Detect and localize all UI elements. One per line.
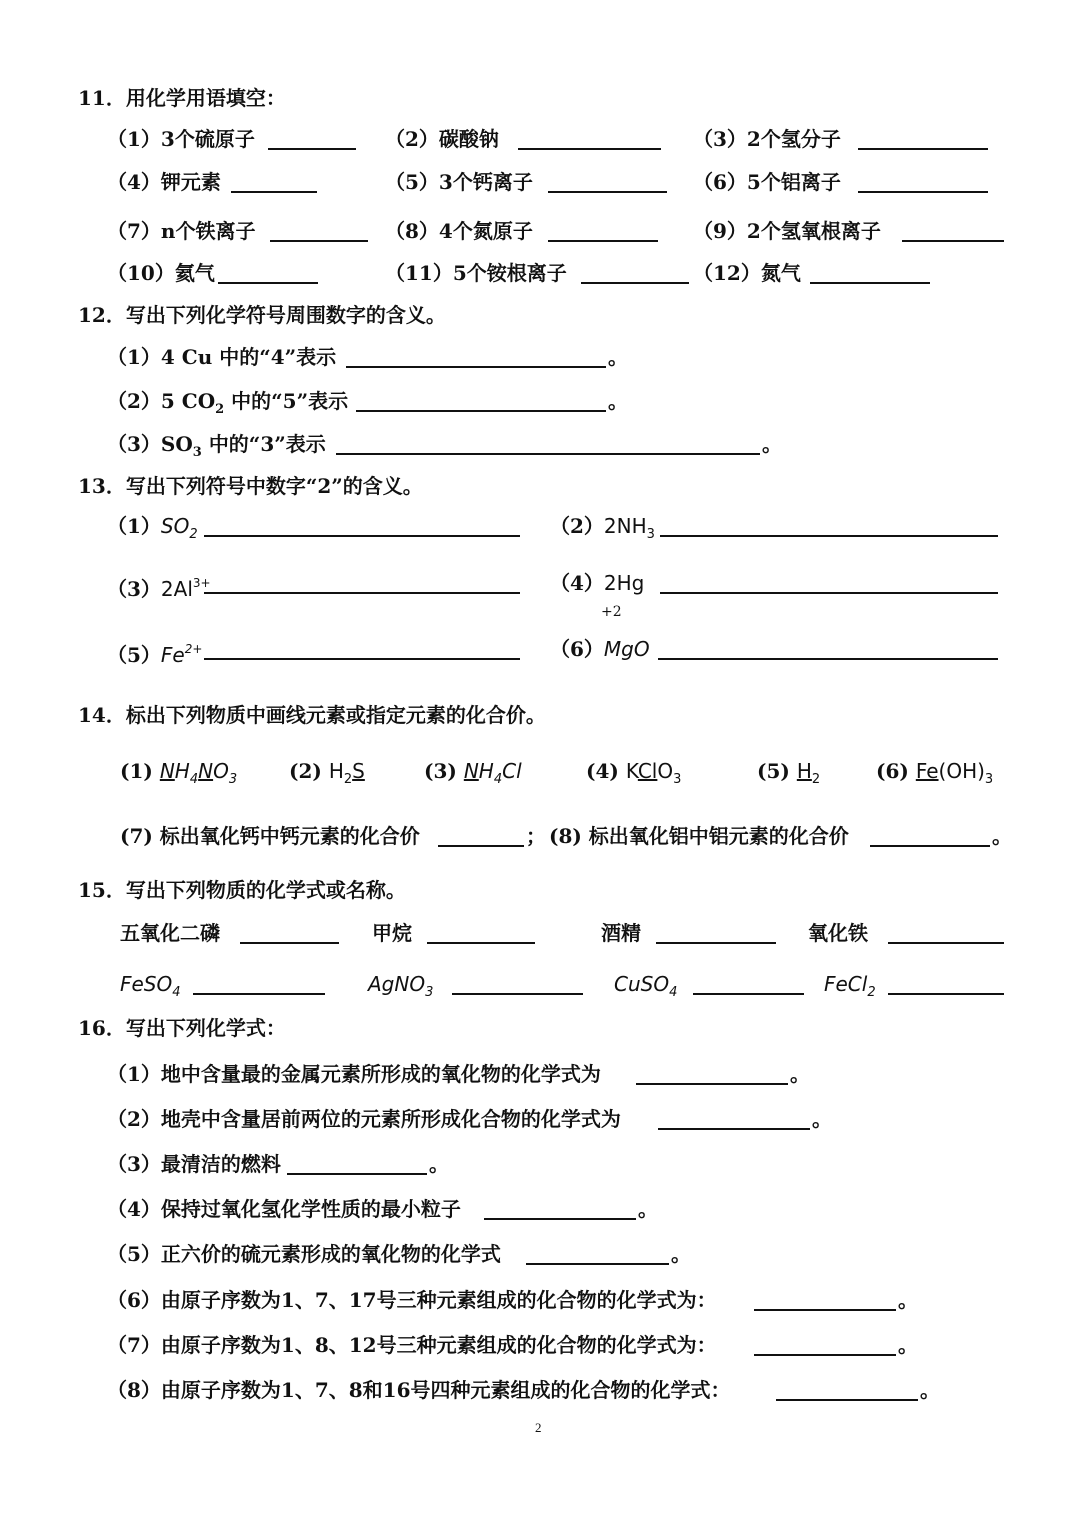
q11-answer-9[interactable] — [902, 240, 1004, 242]
q16-period-6: 。 — [898, 1288, 918, 1312]
q14-item-4-num: (4) — [586, 759, 619, 783]
q16-answer-1[interactable] — [636, 1083, 788, 1085]
q14-item-3 — [424, 759, 522, 792]
q14-answer-8[interactable] — [870, 845, 990, 847]
q14-item-2-sub1: 2 — [343, 772, 353, 787]
q15-formula-1-main: FeSO — [120, 972, 173, 996]
q13-item-5-sup: 2+ — [184, 642, 203, 656]
q16-answer-5[interactable] — [526, 1263, 669, 1265]
q13-item-5-num: （5） — [107, 643, 161, 667]
q14-item-1-sub2: 3 — [228, 772, 238, 787]
q14-item-1-el3: N — [198, 759, 214, 783]
q13-item-3 — [107, 571, 211, 601]
q12-item-1-formula: 4 Cu — [160, 345, 213, 369]
q12-period-3: 。 — [762, 432, 782, 456]
q14-item-2 — [289, 759, 365, 792]
q11-item-9: （9）2个氢氧根离子 — [693, 219, 881, 243]
q16-item-5: （5）正六价的硫元素形成的氧化物的化学式 — [107, 1242, 501, 1266]
q11-title: 11．用化学用语填空： — [78, 86, 286, 110]
q13-item-2-sub: 3 — [646, 527, 655, 542]
q15-answer-formula-4[interactable] — [888, 993, 1004, 995]
q11-answer-2[interactable] — [518, 148, 661, 150]
q16-period-8: 。 — [920, 1378, 940, 1402]
q14-item-6-el2: (OH) — [938, 759, 985, 783]
q11-item-10: （10）氦气 — [107, 261, 215, 285]
q14-item-1-el1: N — [159, 759, 175, 783]
q11-item-1: （1）3个硫原子 — [107, 127, 255, 151]
q15-answer-name-4[interactable] — [888, 942, 1004, 944]
q13-answer-4[interactable] — [660, 592, 998, 594]
q13-item-2 — [550, 514, 655, 547]
q16-item-2: （2）地壳中含量居前两位的元素所形成化合物的化学式为 — [107, 1107, 621, 1131]
q14-item-7: (7) 标出氧化钙中钙元素的化合价 — [120, 824, 420, 848]
q14-item-1-sub1: 4 — [189, 772, 199, 787]
q16-item-7: （7）由原子序数为1、8、12号三种元素组成的化合物的化学式为： — [107, 1333, 717, 1357]
q13-answer-6[interactable] — [658, 658, 998, 660]
q16-answer-8[interactable] — [776, 1399, 918, 1401]
q14-separator: ； — [526, 824, 546, 848]
q12-answer-3[interactable] — [336, 453, 760, 455]
q13-item-3-sup: 3+ — [192, 576, 211, 590]
q14-item-2-el1: H — [328, 759, 344, 783]
q12-period-2: 。 — [608, 389, 628, 413]
q14-item-6-el1: Fe — [915, 759, 939, 783]
q16-period-1: 。 — [790, 1062, 810, 1086]
q11-item-4: （4）钾元素 — [107, 170, 221, 194]
q13-item-5-formula: Fe — [160, 643, 185, 667]
q12-item-3 — [107, 432, 326, 465]
q15-formula-2 — [368, 972, 433, 1005]
q14-item-2-el2: S — [352, 759, 365, 783]
q12-title: 12．写出下列化学符号周围数字的含义。 — [78, 303, 446, 327]
q13-item-2-num: （2） — [550, 514, 604, 538]
q14-item-6 — [876, 759, 993, 792]
q13-item-1-formula: SO — [160, 514, 190, 538]
q13-item-3-formula: 2Al — [160, 577, 193, 601]
q11-item-11: （11）5个铵根离子 — [385, 261, 567, 285]
q11-answer-1[interactable] — [268, 148, 356, 150]
q16-period-4: 。 — [638, 1197, 658, 1221]
q15-formula-4 — [824, 972, 876, 1005]
q13-item-3-num: （3） — [107, 577, 161, 601]
q16-item-4: （4）保持过氧化氢化学性质的最小粒子 — [107, 1197, 461, 1221]
q15-answer-name-2[interactable] — [427, 942, 535, 944]
q11-item-5: （5）3个钙离子 — [385, 170, 533, 194]
q13-item-1-sub: 2 — [189, 527, 198, 542]
q14-item-5-el1: H — [796, 759, 812, 783]
q16-period-5: 。 — [671, 1242, 691, 1266]
q13-item-4-valence: +2 — [601, 604, 622, 620]
q15-formula-3-sub: 4 — [669, 985, 678, 1000]
q15-name-2: 甲烷 — [372, 921, 412, 945]
q11-item-12: （12）氮气 — [693, 261, 801, 285]
q11-answer-3[interactable] — [858, 148, 988, 150]
q11-answer-7[interactable] — [270, 240, 368, 242]
q11-item-3: （3）2个氢分子 — [693, 127, 841, 151]
q13-item-5 — [107, 637, 202, 667]
q14-item-4-el2: Cl — [637, 759, 658, 783]
q14-item-6-sub1: 3 — [984, 772, 994, 787]
q14-item-2-num: (2) — [289, 759, 322, 783]
q12-item-2-num: （2） — [107, 389, 161, 413]
q14-answer-7[interactable] — [438, 845, 524, 847]
q11-answer-11[interactable] — [581, 282, 689, 284]
q13-item-4-formula: 2Hg — [603, 571, 645, 595]
q12-answer-1[interactable] — [346, 366, 606, 368]
q16-item-3: （3）最清洁的燃料 — [107, 1152, 281, 1176]
q16-period-2: 。 — [812, 1107, 832, 1131]
q12-item-3-num: （3） — [107, 432, 161, 456]
q15-formula-1-sub: 4 — [172, 985, 181, 1000]
q14-item-3-el3: Cl — [502, 759, 522, 783]
q13-item-6-num: （6） — [550, 637, 604, 661]
q15-formula-2-sub: 3 — [425, 985, 434, 1000]
q12-item-2 — [107, 389, 348, 422]
q11-answer-6[interactable] — [858, 191, 988, 193]
q12-period-1: 。 — [608, 345, 628, 369]
q13-answer-5[interactable] — [204, 658, 520, 660]
q14-item-3-el2: H — [478, 759, 494, 783]
q16-answer-4[interactable] — [484, 1218, 636, 1220]
q11-answer-10[interactable] — [218, 282, 318, 284]
q14-item-3-num: (3) — [424, 759, 457, 783]
q15-formula-3-main: CuSO — [614, 972, 670, 996]
q11-answer-4[interactable] — [231, 191, 317, 193]
q14-title: 14．标出下列物质中画线元素或指定元素的化合价。 — [78, 703, 546, 727]
q13-answer-2[interactable] — [660, 535, 998, 537]
q15-name-4: 氧化铁 — [808, 921, 868, 945]
q13-item-4 — [550, 571, 644, 595]
q15-formula-1 — [120, 972, 181, 1005]
q15-name-1: 五氧化二磷 — [120, 921, 220, 945]
q16-item-6: （6）由原子序数为1、7、17号三种元素组成的化合物的化学式为： — [107, 1288, 717, 1312]
q13-item-1 — [107, 514, 198, 547]
q15-formula-3 — [614, 972, 677, 1005]
q11-item-2: （2）碳酸钠 — [385, 127, 499, 151]
q11-answer-8[interactable] — [548, 240, 658, 242]
q14-item-5-num: (5) — [757, 759, 790, 783]
q15-answer-formula-1[interactable] — [193, 993, 325, 995]
q12-item-1 — [107, 345, 336, 369]
q13-answer-3[interactable] — [204, 592, 520, 594]
q14-item-1-el2: H — [174, 759, 190, 783]
q11-item-6: （6）5个铝离子 — [693, 170, 841, 194]
q12-item-3-formula: SO — [160, 432, 193, 456]
q14-item-3-sub1: 4 — [493, 772, 503, 787]
q11-item-8: （8）4个氮原子 — [385, 219, 533, 243]
q14-item-4-el1: K — [625, 759, 638, 783]
q12-item-2-formula-sub: 2 — [215, 402, 225, 417]
q16-answer-2[interactable] — [658, 1128, 810, 1130]
q13-item-6-formula: MgO — [603, 637, 650, 661]
q15-answer-name-3[interactable] — [656, 942, 776, 944]
q12-item-2-formula: 5 CO — [160, 389, 216, 413]
q16-period-7: 。 — [898, 1333, 918, 1357]
q13-item-4-num: （4） — [550, 571, 604, 595]
q16-item-8: （8）由原子序数为1、7、8和16号四种元素组成的化合物的化学式： — [107, 1378, 731, 1402]
q15-formula-4-sub: 2 — [867, 985, 876, 1000]
q16-answer-6[interactable] — [754, 1309, 896, 1311]
q14-item-1 — [120, 759, 237, 792]
q13-item-6 — [550, 637, 650, 661]
q12-item-2-text: 中的“5”表示 — [231, 389, 349, 413]
q15-name-3: 酒精 — [601, 921, 641, 945]
q13-title: 13．写出下列符号中数字“2”的含义。 — [78, 474, 423, 498]
page-number: 2 — [535, 1420, 542, 1435]
q11-item-7: （7）n个铁离子 — [107, 219, 256, 243]
q14-period: 。 — [992, 824, 1012, 848]
q14-item-3-el1: N — [463, 759, 479, 783]
q15-title: 15．写出下列物质的化学式或名称。 — [78, 878, 406, 902]
q12-answer-2[interactable] — [356, 410, 606, 412]
q13-item-2-formula: 2NH — [603, 514, 647, 538]
q14-item-8: (8) 标出氧化铝中铝元素的化合价 — [549, 824, 849, 848]
q15-answer-name-1[interactable] — [240, 942, 339, 944]
q15-formula-2-main: AgNO — [368, 972, 426, 996]
q15-formula-4-main: FeCl — [824, 972, 868, 996]
q14-item-5-sub1: 2 — [811, 772, 821, 787]
q16-title: 16．写出下列化学式： — [78, 1016, 286, 1040]
q14-item-1-el4: O — [213, 759, 229, 783]
q12-item-3-formula-sub: 3 — [192, 445, 202, 460]
q13-item-1-num: （1） — [107, 514, 161, 538]
q13-answer-1[interactable] — [204, 535, 520, 537]
q14-item-1-num: (1) — [120, 759, 153, 783]
q12-item-1-text: 中的“4”表示 — [219, 345, 337, 369]
q14-item-4-el3: O — [657, 759, 674, 783]
q11-answer-12[interactable] — [810, 282, 930, 284]
q16-period-3: 。 — [429, 1152, 449, 1176]
q14-item-4 — [586, 759, 681, 792]
q14-item-4-sub1: 3 — [673, 772, 682, 787]
q15-answer-formula-2[interactable] — [452, 993, 583, 995]
q16-answer-7[interactable] — [754, 1354, 896, 1356]
q12-item-1-num: （1） — [107, 345, 161, 369]
q16-answer-3[interactable] — [287, 1173, 427, 1175]
q16-item-1: （1）地中含量最的金属元素所形成的氧化物的化学式为 — [107, 1062, 601, 1086]
q14-item-5 — [757, 759, 820, 792]
q14-item-6-num: (6) — [876, 759, 909, 783]
q12-item-3-text: 中的“3”表示 — [208, 432, 326, 456]
q11-answer-5[interactable] — [548, 191, 667, 193]
q15-answer-formula-3[interactable] — [693, 993, 804, 995]
